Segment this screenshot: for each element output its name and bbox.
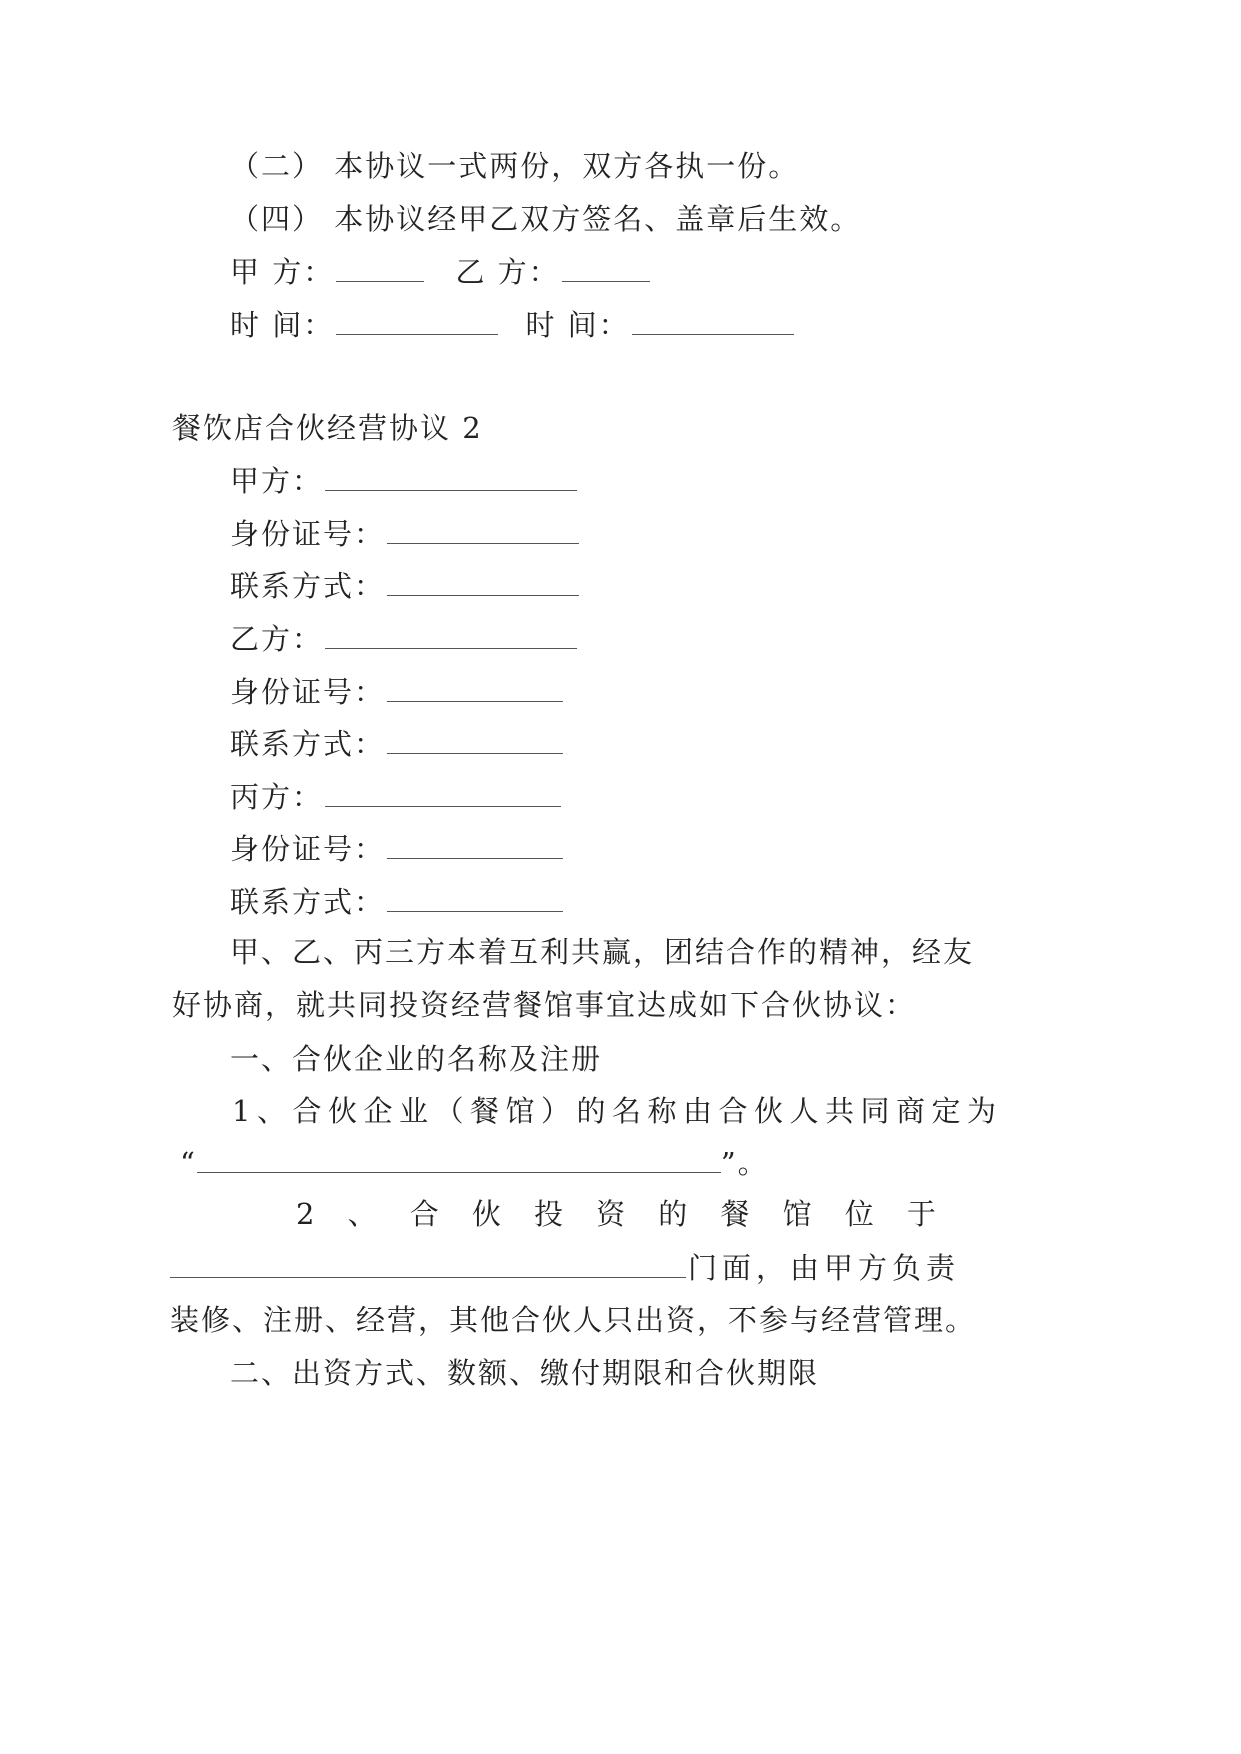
- party-b-signature-label: 乙 方：: [455, 255, 560, 289]
- party-c-contact-label: 联系方式：: [230, 885, 386, 919]
- section2-title: 二、出资方式、数额、缴付期限和合伙期限: [230, 1356, 820, 1390]
- signature-row-parties: [230, 252, 656, 292]
- party-c-label: 丙方：: [230, 780, 324, 814]
- clause-effective: （四） 本协议经甲乙双方签名、盖章后生效。: [230, 202, 862, 236]
- party-b-row: [230, 619, 583, 659]
- item2-char: 伙: [471, 1197, 503, 1231]
- party-a-row: [230, 461, 583, 501]
- item2-line-2: [170, 1248, 960, 1288]
- party-a-id-blank: [387, 517, 579, 544]
- item2-char: 餐: [720, 1197, 752, 1231]
- party-b-signature-blank: [562, 255, 650, 282]
- item1-open-quote: “: [180, 1146, 197, 1180]
- item2-char: 于: [906, 1197, 938, 1231]
- item2-char: 合: [409, 1197, 441, 1231]
- item2-char: 的: [658, 1197, 690, 1231]
- signature-row-times: [230, 305, 800, 345]
- party-c-contact-row: [230, 882, 569, 922]
- party-a-contact-label: 联系方式：: [230, 569, 386, 603]
- preamble-line-1: 甲、乙、丙三方本着互利共赢，团结合作的精神，经友: [230, 935, 975, 969]
- party-a-signature-label: 甲 方：: [230, 255, 335, 289]
- time-a-blank: [336, 308, 498, 335]
- party-b-id-blank: [387, 675, 563, 702]
- party-a-signature-blank: [336, 255, 424, 282]
- party-a-id-label: 身份证号：: [230, 517, 386, 551]
- section1-title: 一、合伙企业的名称及注册: [230, 1042, 603, 1076]
- item2-char: 、: [347, 1197, 379, 1231]
- party-c-id-blank: [387, 832, 563, 859]
- party-a-contact-blank: [387, 569, 579, 596]
- party-a-blank: [325, 464, 577, 491]
- time-a-label: 时 间：: [230, 308, 335, 342]
- party-c-blank: [325, 780, 561, 807]
- party-b-contact-row: [230, 724, 569, 764]
- party-b-id-row: [230, 672, 569, 712]
- item2-char: 2: [296, 1197, 317, 1231]
- party-c-id-row: [230, 829, 569, 869]
- time-b-label: 时 间：: [525, 308, 630, 342]
- party-b-blank: [325, 622, 577, 649]
- item1-name-blank: [197, 1146, 721, 1173]
- agreement2-title: 餐饮店合伙经营协议 2: [172, 411, 483, 445]
- party-a-id-row: [230, 514, 585, 554]
- time-b-blank: [632, 308, 794, 335]
- party-a-contact-row: [230, 566, 585, 606]
- item1-line-1: 1、合伙企业（餐馆）的名称由合伙人共同商定为: [232, 1094, 1003, 1128]
- item1-line-2: [180, 1143, 769, 1183]
- item1-close-quote: ”。: [720, 1146, 769, 1180]
- item2-char: 馆: [782, 1197, 814, 1231]
- item2-line-2-tail: 门面，由甲方负责: [688, 1251, 961, 1285]
- party-b-contact-blank: [387, 727, 563, 754]
- item2-char: 位: [844, 1197, 876, 1231]
- item2-char: 投: [534, 1197, 566, 1231]
- party-a-label: 甲方：: [230, 464, 324, 498]
- party-b-id-label: 身份证号：: [230, 675, 386, 709]
- item2-line-3: 装修、注册、经营，其他合伙人只出资，不参与经营管理。: [170, 1303, 977, 1337]
- party-c-contact-blank: [387, 885, 563, 912]
- item2-line-1: [296, 1194, 938, 1234]
- item2-location-blank: [170, 1251, 686, 1278]
- item2-char: 资: [596, 1197, 628, 1231]
- party-c-id-label: 身份证号：: [230, 832, 386, 866]
- party-b-contact-label: 联系方式：: [230, 727, 386, 761]
- party-c-row: [230, 777, 567, 817]
- party-b-label: 乙方：: [230, 622, 324, 656]
- clause-copies: （二） 本协议一式两份，双方各执一份。: [230, 149, 800, 183]
- preamble-line-2: 好协商，就共同投资经营餐馆事宜达成如下合伙协议：: [172, 988, 917, 1022]
